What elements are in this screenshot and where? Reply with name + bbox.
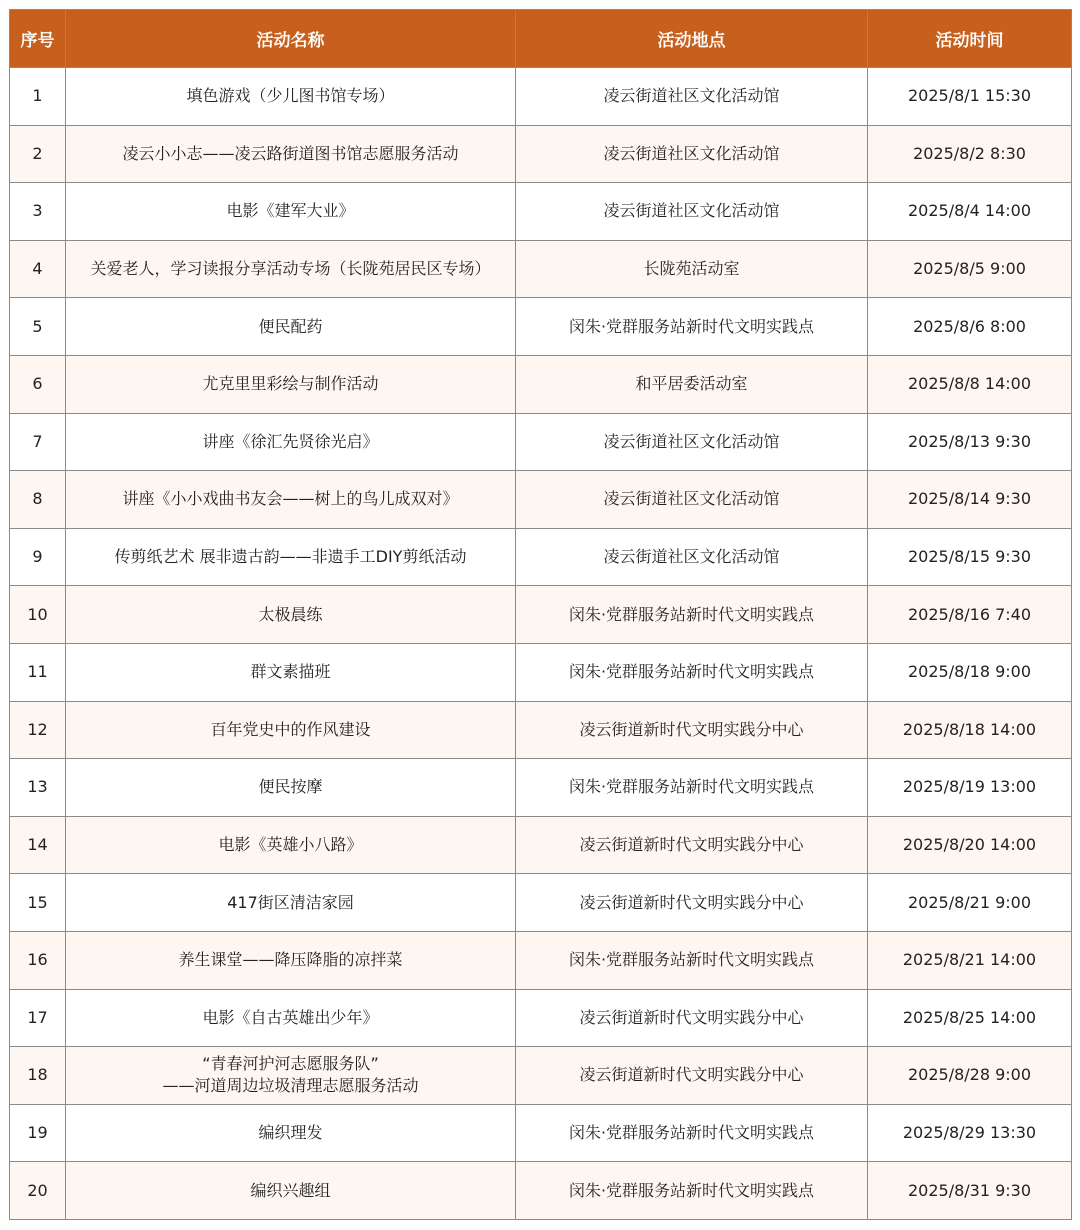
table-row: [10, 874, 1072, 932]
row-activity-name: 百年党史中的作风建设: [66, 701, 516, 759]
table-row: [10, 816, 1072, 874]
row-activity-time: 2025/8/1 15:30: [868, 68, 1072, 126]
row-activity-name-line2: ——河道周边垃圾清理志愿服务活动: [162, 1076, 419, 1096]
row-number: 18: [10, 1047, 66, 1105]
row-activity-name: 便民配药: [66, 298, 516, 356]
row-number: 20: [10, 1162, 66, 1220]
row-activity-name: 太极晨练: [66, 586, 516, 644]
row-activity-time: 2025/8/28 9:00: [868, 1047, 1072, 1105]
row-number: 10: [10, 586, 66, 644]
header-number: 序号: [10, 10, 66, 68]
table-row: [10, 355, 1072, 413]
row-activity-place: 闵朱·党群服务站新时代文明实践点: [516, 643, 868, 701]
row-activity-time: 2025/8/15 9:30: [868, 528, 1072, 586]
row-activity-time: 2025/8/19 13:00: [868, 759, 1072, 817]
table-row: [10, 183, 1072, 241]
row-activity-name: 填色游戏（少儿图书馆专场）: [66, 68, 516, 126]
row-number: 8: [10, 471, 66, 529]
row-activity-place: 闵朱·党群服务站新时代文明实践点: [516, 586, 868, 644]
row-activity-name: 凌云小小志——凌云路街道图书馆志愿服务活动: [66, 125, 516, 183]
row-activity-name: 电影《建军大业》: [66, 183, 516, 241]
row-activity-name: 电影《自古英雄出少年》: [66, 989, 516, 1047]
row-activity-place: 和平居委活动室: [516, 355, 868, 413]
row-number: 7: [10, 413, 66, 471]
row-activity-time: 2025/8/13 9:30: [868, 413, 1072, 471]
header-activity-place: 活动地点: [516, 10, 868, 68]
row-activity-place: 闵朱·党群服务站新时代文明实践点: [516, 298, 868, 356]
row-activity-name: 关爱老人，学习读报分享活动专场（长陇苑居民区专场）: [66, 240, 516, 298]
table-row: [10, 1047, 1072, 1105]
row-activity-place: 凌云街道社区文化活动馆: [516, 528, 868, 586]
row-number: 4: [10, 240, 66, 298]
row-activity-place: 凌云街道社区文化活动馆: [516, 125, 868, 183]
row-activity-time: 2025/8/4 14:00: [868, 183, 1072, 241]
table-row: [10, 759, 1072, 817]
row-activity-place: 凌云街道社区文化活动馆: [516, 183, 868, 241]
row-number: 12: [10, 701, 66, 759]
row-activity-time: 2025/8/31 9:30: [868, 1162, 1072, 1220]
row-activity-name: 讲座《徐汇先贤徐光启》: [66, 413, 516, 471]
row-activity-name: 传剪纸艺术 展非遗古韵——非遗手工DIY剪纸活动: [66, 528, 516, 586]
row-activity-time: 2025/8/8 14:00: [868, 355, 1072, 413]
row-activity-name: 便民按摩: [66, 759, 516, 817]
row-activity-time: 2025/8/29 13:30: [868, 1104, 1072, 1162]
row-activity-place: 凌云街道新时代文明实践分中心: [516, 989, 868, 1047]
activity-table: [9, 9, 1072, 1220]
row-activity-name: 417街区清洁家园: [66, 874, 516, 932]
row-number: 6: [10, 355, 66, 413]
row-activity-place: 凌云街道新时代文明实践分中心: [516, 874, 868, 932]
row-activity-place: 凌云街道新时代文明实践分中心: [516, 1047, 868, 1105]
row-activity-time: 2025/8/25 14:00: [868, 989, 1072, 1047]
table-row: [10, 240, 1072, 298]
table-row: [10, 931, 1072, 989]
row-number: 11: [10, 643, 66, 701]
header-activity-time: 活动时间: [868, 10, 1072, 68]
table-row: [10, 298, 1072, 356]
row-activity-place: 长陇苑活动室: [516, 240, 868, 298]
row-number: 9: [10, 528, 66, 586]
activity-schedule: [9, 9, 1071, 1220]
row-number: 3: [10, 183, 66, 241]
table-row: [10, 643, 1072, 701]
row-activity-name: 养生课堂——降压降脂的凉拌菜: [66, 931, 516, 989]
row-activity-name: 群文素描班: [66, 643, 516, 701]
row-activity-time: 2025/8/6 8:00: [868, 298, 1072, 356]
row-number: 13: [10, 759, 66, 817]
row-activity-time: 2025/8/14 9:30: [868, 471, 1072, 529]
table-row: [10, 413, 1072, 471]
table-row: [10, 1104, 1072, 1162]
row-activity-name: 讲座《小小戏曲书友会——树上的鸟儿成双对》: [66, 471, 516, 529]
row-number: 16: [10, 931, 66, 989]
table-row: [10, 125, 1072, 183]
row-activity-time: 2025/8/16 7:40: [868, 586, 1072, 644]
row-activity-name-line1: “青春河护河志愿服务队”: [202, 1054, 379, 1074]
table-row: [10, 989, 1072, 1047]
row-number: 19: [10, 1104, 66, 1162]
table-header-row: [10, 10, 1072, 68]
row-activity-place: 闵朱·党群服务站新时代文明实践点: [516, 759, 868, 817]
header-activity-name: 活动名称: [66, 10, 516, 68]
row-number: 14: [10, 816, 66, 874]
table-row: [10, 586, 1072, 644]
table-row: [10, 528, 1072, 586]
row-activity-place: 凌云街道社区文化活动馆: [516, 413, 868, 471]
table-row: [10, 1162, 1072, 1220]
row-activity-place: 闵朱·党群服务站新时代文明实践点: [516, 931, 868, 989]
table-row: [10, 701, 1072, 759]
row-activity-time: 2025/8/21 9:00: [868, 874, 1072, 932]
row-activity-time: 2025/8/18 9:00: [868, 643, 1072, 701]
row-number: 2: [10, 125, 66, 183]
row-number: 1: [10, 68, 66, 126]
row-number: 15: [10, 874, 66, 932]
row-activity-time: 2025/8/21 14:00: [868, 931, 1072, 989]
row-activity-name: 编织理发: [66, 1104, 516, 1162]
row-activity-time: 2025/8/18 14:00: [868, 701, 1072, 759]
row-activity-time: 2025/8/20 14:00: [868, 816, 1072, 874]
row-activity-time: 2025/8/5 9:00: [868, 240, 1072, 298]
row-number: 5: [10, 298, 66, 356]
row-number: 17: [10, 989, 66, 1047]
row-activity-place: 闵朱·党群服务站新时代文明实践点: [516, 1104, 868, 1162]
row-activity-name: 电影《英雄小八路》: [66, 816, 516, 874]
row-activity-place: 凌云街道新时代文明实践分中心: [516, 701, 868, 759]
table-row: [10, 471, 1072, 529]
row-activity-place: 凌云街道社区文化活动馆: [516, 68, 868, 126]
row-activity-place: 凌云街道新时代文明实践分中心: [516, 816, 868, 874]
row-activity-place: 闵朱·党群服务站新时代文明实践点: [516, 1162, 868, 1220]
row-activity-name: [66, 1047, 516, 1105]
row-activity-place: 凌云街道社区文化活动馆: [516, 471, 868, 529]
row-activity-time: 2025/8/2 8:30: [868, 125, 1072, 183]
row-activity-name: 尤克里里彩绘与制作活动: [66, 355, 516, 413]
table-row: [10, 68, 1072, 126]
row-activity-name: 编织兴趣组: [66, 1162, 516, 1220]
